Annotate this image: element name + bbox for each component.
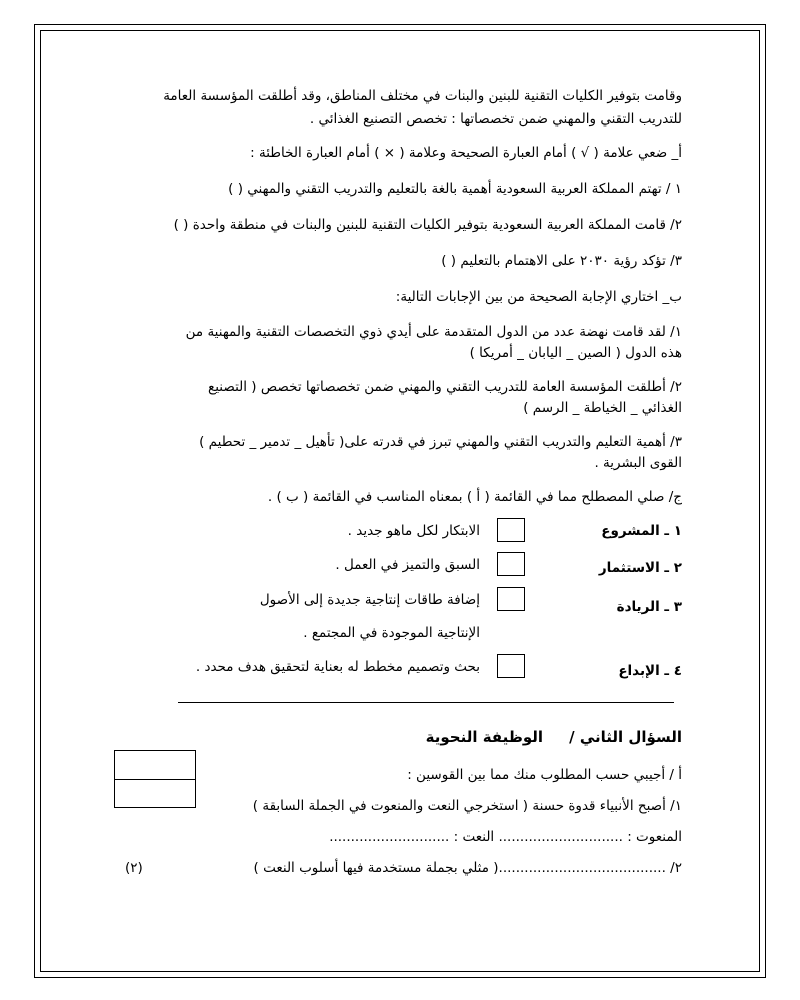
exam-content [40, 30, 760, 972]
question-2-score: (٢) [125, 860, 143, 876]
answer-box-3[interactable] [497, 587, 525, 611]
term-investment: ٢ ـ الاستثمار [598, 560, 682, 576]
meaning-4: بحث وتصميم مخطط له بعناية لتحقيق هدف محدد . [195, 659, 480, 675]
question-2-item-1: ١/ أصبح الأنبياء قدوة حسنة ( استخرجي النعت والمنعوت في الجملة السابقة ) [252, 798, 682, 814]
term-project: ١ ـ المشروع [601, 523, 682, 539]
answer-box-2[interactable] [497, 552, 525, 576]
answer-box-1[interactable] [497, 518, 525, 542]
part-b-instruction: ب_ اختاري الإجابة الصحيحة من بين الإجابات التالية: [395, 289, 682, 305]
part-c-instruction: ج/ صلي المصطلح مما في القائمة ( أ ) بمعناه المناسب في القائمة ( ب ) . [267, 489, 682, 505]
question-2-answer-line: المنعوت : ............................. النعت : ............................ [329, 829, 682, 845]
answer-box-4[interactable] [497, 654, 525, 678]
question-2-item-2: ٢/ .......................................( مثلي بجملة مستخدمة فيها أسلوب النعت ) [253, 860, 682, 876]
question-2-topic: الوظيفة النحوية [425, 728, 544, 746]
meaning-3-line-2: الإنتاجية الموجودة في المجتمع . [303, 625, 480, 641]
question-2-instruction: أ / أجيبي حسب المطلوب منك مما بين القوسين : [407, 767, 682, 783]
intro-line-1: وقامت بتوفير الكليات التقنية للبنين والبنات في مختلف المناطق، وقد أطلقت المؤسسة العامة [163, 88, 682, 104]
term-leadership: ٣ ـ الريادة [616, 599, 682, 615]
question-2-title [426, 728, 682, 746]
meaning-3-line-1: إضافة طاقات إنتاجية جديدة إلى الأصول [259, 592, 480, 608]
part-b-item-2-line-2: الغذائي _ الخياطة _ الرسم ) [523, 400, 682, 416]
part-a-instruction: أ_ ضعي علامة ( √ ) أمام العبارة الصحيحة وعلامة ( × ) أمام العبارة الخاطئة : [250, 145, 682, 161]
intro-line-2: للتدريب التقني والمهني ضمن تخصصاتها : تخصص التصنيع الغذائي . [309, 111, 682, 127]
part-b-item-2-line-1: ٢/ أطلقت المؤسسة العامة للتدريب التقني والمهني ضمن تخصصاتها تخصص ( التصنيع [208, 379, 682, 395]
section-divider [178, 702, 674, 703]
part-a-item-3: ٣/ تؤكد رؤية ٢٠٣٠ على الاهتمام بالتعليم ( ) [441, 253, 682, 269]
part-a-item-1: ١ / تهتم المملكة العربية السعودية أهمية بالغة بالتعليم والتدريب التقني والمهني ( ) [228, 181, 682, 197]
term-creativity: ٤ ـ الإبداع [618, 663, 682, 679]
part-b-item-1-line-2: هذه الدول ( الصين _ اليابان _ أمريكا ) [469, 345, 682, 361]
score-box [114, 750, 196, 808]
meaning-2: السبق والتميز في العمل . [335, 557, 480, 573]
score-box-divider [115, 779, 195, 780]
part-b-item-3-line-1: ٣/ أهمية التعليم والتدريب التقني والمهني تبرز في قدرته على( تأهيل _ تدمير _ تحطيم ) [199, 434, 682, 450]
part-b-item-3-line-2: القوى البشرية . [594, 455, 682, 471]
part-b-item-1-line-1: ١/ لقد قامت نهضة عدد من الدول المتقدمة على أيدي ذوي التخصصات التقنية والمهنية من [185, 324, 682, 340]
part-a-item-2: ٢/ قامت المملكة العربية السعودية بتوفير الكليات التقنية للبنين والبنات في منطقة واحدة ( ) [173, 217, 682, 233]
meaning-1: الابتكار لكل ماهو جديد . [347, 523, 480, 539]
question-2-number: السؤال الثاني / [569, 728, 682, 746]
